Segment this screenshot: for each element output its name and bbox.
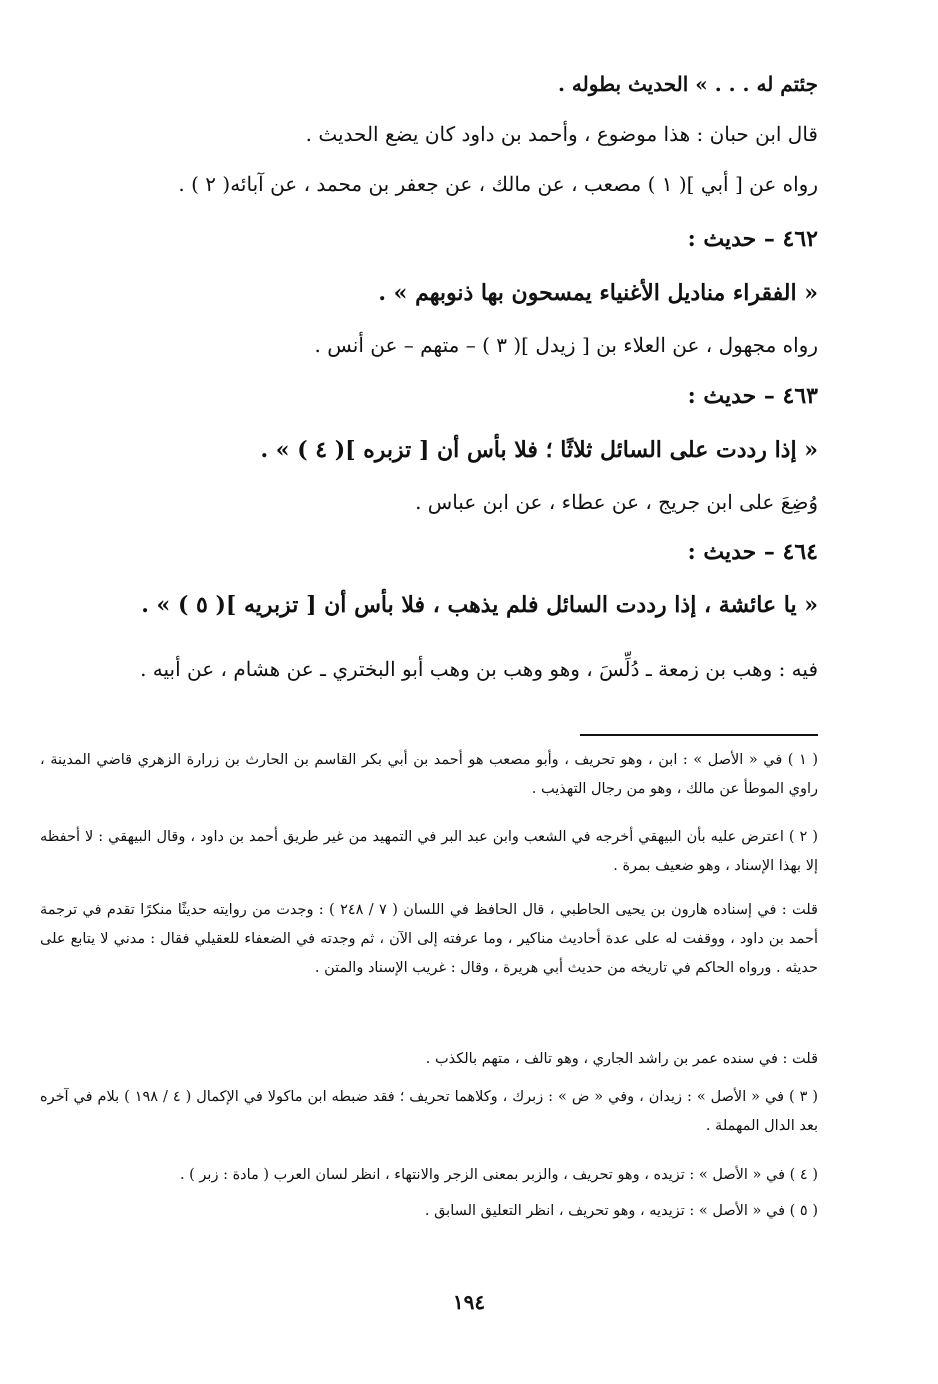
footnote-2-comment: قلت : في إسناده هارون بن يحيى الحاطبي ، قال الحافظ في اللسان ( ٧ / ٢٤٨ ) : وجدت من روايته حديثًا منكرًا تقدم في ترجمة أحمد بن داود ، ووقفت له على عدة أحاديث مناكير ، وما عرفته إلى الآن ، ثم وجدته في الضعفاء للعقيلي فقال : مدني لا يتابع على حديثه . ورواه الحاكم في تاريخه من حديث أبي هريرة ، وقال : غريب الإسناد والمتن .: [40, 902, 818, 976]
text-line-narration-1: رواه عن [ أبي ]( ١ ) مصعب ، عن مالك ، عن جعفر بن محمد ، عن آبائه( ٢ ) .: [178, 172, 818, 196]
footnote-divider: [580, 734, 818, 736]
hadith-text-464: « يا عائشة ، إذا رددت السائل فلم يذهب ، فلا بأس أن [ تزبريه ]( ٥ ) » .: [141, 592, 818, 618]
page-number: ١٩٤: [452, 1290, 486, 1314]
text-line-continuation: جئتم له . . . » الحديث بطوله .: [558, 72, 818, 96]
text-paragraph-narration-464: فيه : وهب بن زمعة ـ دُلِّسَ ، وهو وهب بن وهب أبو البختري ـ عن هشام ، عن أبيه .: [140, 657, 818, 681]
footnote-5: ( ٥ ) في « الأصل » : تزيديه ، وهو تحريف ، انظر التعليق السابق .: [424, 1203, 818, 1219]
footnote-1: ( ١ ) في « الأصل » : ابن ، وهو تحريف ، وأبو مصعب هو أحمد بن أبي بكر القاسم بن الحارث بن زرارة الزهري قاضي المدينة ، راوي الموطأ عن مالك ، وهو من رجال التهذيب .: [40, 752, 818, 797]
hadith-heading-464: ٤٦٤ – حديث :: [687, 539, 818, 565]
text-line-narration-463: وُضِعَ على ابن جريج ، عن عطاء ، عن ابن عباس .: [415, 490, 818, 514]
footnote-3: ( ٣ ) في « الأصل » : زيدان ، وفي « ض » : زبرك ، وكلاهما تحريف ؛ فقد ضبطه ابن ماكولا في الإكمال ( ٤ / ١٩٨ ) بلام في آخره بعد الدال المهملة .: [40, 1089, 818, 1134]
hadith-text-462: « الفقراء مناديل الأغنياء يمسحون بها ذنوبهم » .: [378, 280, 818, 306]
footnote-2: ( ٢ ) اعترض عليه بأن البيهقي أخرجه في الشعب وابن عبد البر في التمهيد من غير طريق أحمد بن داود ، وقال البيهقي : لا أحفظه إلا بهذا الإسناد ، وهو ضعيف بمرة .: [40, 829, 818, 874]
text-line-narration-462: رواه مجهول ، عن العلاء بن [ زيدل ]( ٣ ) – متهم – عن أنس .: [314, 333, 818, 357]
hadith-text-463: « إذا رددت على السائل ثلاثًا ؛ فلا بأس أن [ تزبره ]( ٤ ) » .: [260, 437, 818, 463]
footnote-2-comment-2: قلت : في سنده عمر بن راشد الجاري ، وهو تالف ، متهم بالكذب .: [425, 1051, 818, 1067]
footnote-4: ( ٤ ) في « الأصل » : تزيده ، وهو تحريف ، والزبر بمعنى الزجر والانتهاء ، انظر لسان العرب ( مادة : زبر ) .: [179, 1167, 818, 1183]
hadith-heading-463: ٤٦٣ – حديث :: [687, 383, 818, 409]
text-line-ibn-hibban: قال ابن حبان : هذا موضوع ، وأحمد بن داود كان يضع الحديث .: [305, 122, 818, 146]
hadith-heading-462: ٤٦٢ – حديث :: [687, 226, 818, 252]
